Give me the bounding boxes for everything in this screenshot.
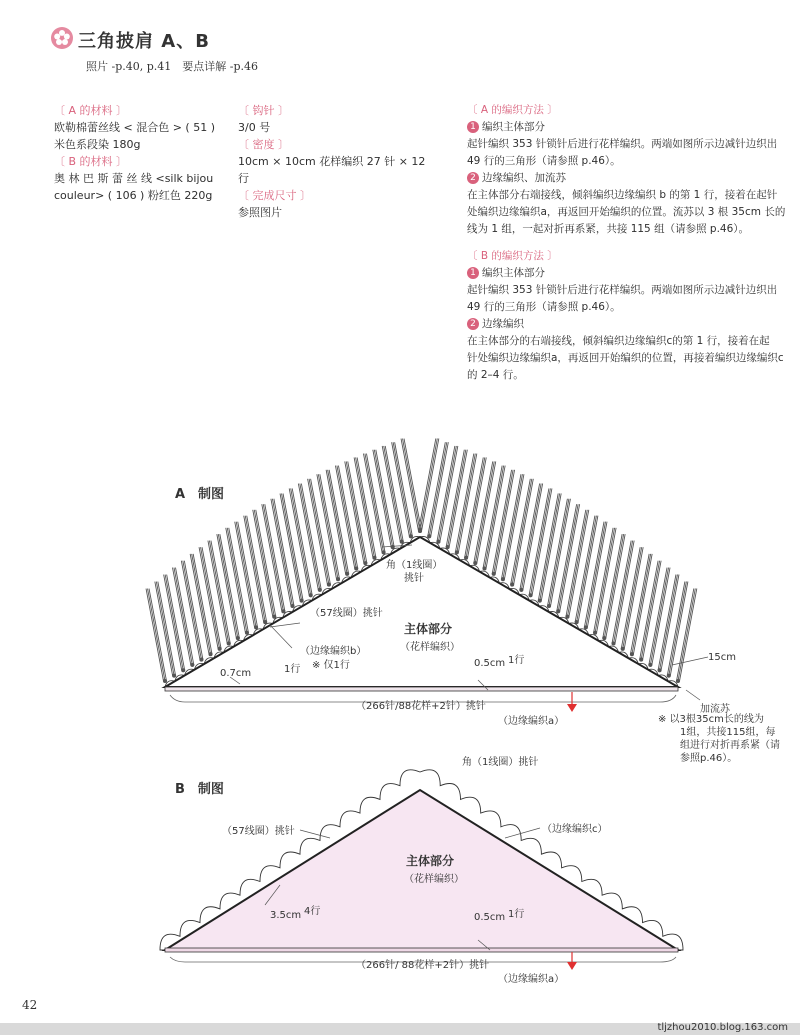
fringe-strand xyxy=(146,589,163,681)
fringe-strand xyxy=(245,516,265,622)
fringe-knot xyxy=(474,562,477,565)
left-size-label-b: 3.5cm xyxy=(270,910,302,921)
fringe-strand xyxy=(437,446,455,542)
left-size-label: 0.7cm xyxy=(220,668,252,679)
fringe-strand xyxy=(236,522,256,628)
fringe-strand xyxy=(503,474,523,579)
fringe-strand xyxy=(165,575,183,671)
fringe-knot xyxy=(483,567,486,570)
fringe-knot xyxy=(557,610,560,613)
fringe-strand xyxy=(440,446,458,542)
fringe-strand xyxy=(667,582,685,676)
fringe-strand xyxy=(227,528,247,633)
b-materials-heading: 〔 B 的材料 〕 xyxy=(54,155,128,168)
fringe-strand xyxy=(393,442,411,536)
step-title: 边缘编织、加流苏 xyxy=(482,172,566,184)
a-materials-heading: 〔 A 的材料 〕 xyxy=(54,104,128,117)
fringe-knot xyxy=(200,658,203,661)
fringe-strand xyxy=(218,534,238,638)
fringe-strand xyxy=(649,568,667,665)
fringe-knot xyxy=(418,529,421,532)
step-title: 编织主体部分 xyxy=(482,267,545,279)
step-title: 编织主体部分 xyxy=(482,121,545,133)
fringe-strand xyxy=(328,470,348,574)
fringe-strand xyxy=(156,582,174,676)
fringe-knot xyxy=(649,663,652,666)
fringe-knot xyxy=(236,637,239,640)
main-body-sublabel: （花样编织） xyxy=(400,642,460,653)
tools-column xyxy=(238,102,438,221)
fringe-note-line: 参照p.46）。 xyxy=(680,753,738,764)
step-text: 起针编织 353 针锁针后进行花样编织。两端如图所示边减针边织出 xyxy=(467,138,778,150)
fringe-strand xyxy=(201,547,220,649)
fringe-strand xyxy=(167,575,185,671)
fringe-strand xyxy=(512,479,532,585)
right-rows-label-b: 1行 xyxy=(508,909,525,920)
fringe-strand xyxy=(660,575,678,671)
step-text: 起针编织 353 针锁针后进行花样编织。两端如图所示边减针边织出 xyxy=(467,284,778,296)
fringe-knot xyxy=(501,578,504,581)
step-number-badge: 2 xyxy=(467,172,479,184)
density-heading: 〔 密度 〕 xyxy=(238,138,289,151)
fringe-strand xyxy=(300,484,320,590)
fringe-strand xyxy=(632,554,651,654)
fringe-knot xyxy=(300,599,303,602)
fringe-strand xyxy=(540,493,560,600)
fringe-knot xyxy=(612,642,615,645)
fringe-knot xyxy=(364,562,367,565)
step-text: 在主体部分右端接线，倾斜编织边缘编织 b 的第 1 行，接着在起针 xyxy=(467,189,778,201)
a-materials-line: 米色系段染 180g xyxy=(54,138,141,151)
fringe-strand xyxy=(669,582,687,676)
pickup-57-label-b: （57线圈）挑针 xyxy=(222,826,295,837)
hook-size: 3/0 号 xyxy=(238,121,271,134)
fringe-strand xyxy=(209,541,228,644)
fringe-strand xyxy=(395,442,413,536)
fringe-strand xyxy=(382,446,400,542)
fringe-strand xyxy=(652,568,670,665)
fringe-knot xyxy=(492,572,495,575)
fringe-strand xyxy=(337,466,356,569)
fringe-knot xyxy=(409,535,412,538)
right-size-label-b: 0.5cm xyxy=(474,912,506,923)
fringe-strand xyxy=(595,528,615,633)
main-body-sublabel-b: （花样编织） xyxy=(404,874,464,885)
density-value: 10cm × 10cm 花样编织 27 针 × 12 行 xyxy=(238,155,426,185)
fringe-strand xyxy=(438,446,456,542)
materials-column xyxy=(54,102,229,204)
fringe-strand xyxy=(658,575,676,671)
fringe-strand xyxy=(457,454,475,553)
fringe-strand xyxy=(429,442,447,536)
right-size-label: 0.5cm xyxy=(474,658,506,669)
footer-url: tljzhou2010.blog.163.com xyxy=(657,1022,788,1033)
fringe-knot xyxy=(227,642,230,645)
step-text: 针处编织边缘编织a，再返回开始编织的位置，再接着编织边缘编织c xyxy=(467,352,784,364)
fringe-strand xyxy=(604,534,623,638)
page-subtitle: 照片 -p.40, p.41 要点详解 -p.46 xyxy=(86,60,259,73)
fringe-knot xyxy=(640,658,643,661)
bottom-pickup-label: （266针/88花样+2针）挑针 xyxy=(356,701,486,712)
fringe-knot xyxy=(446,545,449,548)
fringe-knot xyxy=(173,674,176,677)
fringe-knot xyxy=(209,653,212,656)
step-text: 在主体部分的右端接线，倾斜编织边缘编织c的第 1 行，接着在起 xyxy=(467,335,770,347)
fringe-knot xyxy=(291,604,294,607)
fringe-label: 加流苏 xyxy=(700,704,730,715)
edge-b-label: （边缘编织b） xyxy=(300,646,367,657)
fringe-note-line: ※ 以3根35cm长的线为 xyxy=(658,714,764,725)
fringe-knot xyxy=(245,631,248,634)
fringe-knot xyxy=(318,588,321,591)
fringe-strand xyxy=(149,589,166,681)
fringe-strand xyxy=(670,582,688,676)
fringe-knot xyxy=(254,626,257,629)
step-number-badge: 1 xyxy=(467,121,479,133)
method-a-heading: 〔 A 的编织方法 〕 xyxy=(467,104,558,116)
a-materials-line: 欧勒棉蕾丝线 < 混合色 > ( 51 ) xyxy=(54,121,215,134)
fringe-strand xyxy=(401,439,418,531)
fringe-knot xyxy=(273,615,276,618)
fringe-strand xyxy=(346,461,365,563)
size-heading: 〔 完成尺寸 〕 xyxy=(238,189,311,202)
fringe-knot xyxy=(538,599,541,602)
fringe-knot xyxy=(355,567,358,570)
fringe-knot xyxy=(621,647,624,650)
step-number-badge: 1 xyxy=(467,267,479,279)
left-rows-label: 1行 xyxy=(284,664,301,675)
fringe-knot xyxy=(676,679,679,682)
fringe-note-line: 1组，共接115组，每 xyxy=(680,727,776,738)
fringe-knot xyxy=(464,556,467,559)
edge-a-strip xyxy=(165,687,678,691)
fringe-strand xyxy=(428,442,446,536)
fringe-knot xyxy=(593,631,596,634)
edge-c-label: （边缘编织c） xyxy=(542,824,608,835)
fringe-strand xyxy=(485,466,504,569)
step-number-badge: 2 xyxy=(467,318,479,330)
hook-heading: 〔 钩针 〕 xyxy=(238,104,289,117)
fringe-note xyxy=(658,713,780,765)
fringe-knot xyxy=(264,620,267,623)
fringe-strand xyxy=(475,461,494,563)
fringe-length-label: 15cm xyxy=(708,652,736,663)
fringe-knot xyxy=(667,674,670,677)
fringe-strand xyxy=(384,446,402,542)
fringe-knot xyxy=(529,594,532,597)
method-column xyxy=(467,102,792,384)
fringe-strand xyxy=(174,568,192,665)
pickup-57-label: （57线圈）挑针 xyxy=(310,608,383,619)
right-rows-label: 1行 xyxy=(508,655,525,666)
b-materials-line: couleur> ( 106 ) 粉红色 220g xyxy=(54,189,213,202)
fringe-knot xyxy=(346,572,349,575)
fringe-knot xyxy=(575,620,578,623)
fringe-strand xyxy=(446,450,464,547)
fringe-strand xyxy=(272,499,292,606)
page-title: 三角披肩 A、B xyxy=(78,31,210,52)
fringe-strand xyxy=(466,457,485,557)
flower-icon xyxy=(51,27,73,49)
fringe-strand xyxy=(661,575,679,671)
fringe-knot xyxy=(163,679,166,682)
page-number: 42 xyxy=(22,998,38,1012)
diagram-a-title: A 制图 xyxy=(175,487,225,502)
fringe-strand xyxy=(282,494,302,601)
fringe-strand xyxy=(385,446,403,542)
fringe-knot xyxy=(658,669,661,672)
fringe-knot xyxy=(547,604,550,607)
fringe-strand xyxy=(291,488,311,595)
fringe-knot xyxy=(327,583,330,586)
fringe-knot xyxy=(400,540,403,543)
step-text: 处编织边缘编织a，再返回开始编织的位置。流苏以 3 根 35cm 长的 xyxy=(467,206,786,218)
edge-a-strip-b xyxy=(165,948,678,952)
fringe-knot xyxy=(630,653,633,656)
left-rows-label-b: 4行 xyxy=(304,906,321,917)
fringe-knot xyxy=(511,583,514,586)
fringe-strand xyxy=(192,554,211,654)
corner-label: 角（1线圈） xyxy=(386,560,443,571)
fringe-knot xyxy=(603,637,606,640)
fringe-strand xyxy=(356,457,375,557)
fringe-strand xyxy=(531,488,551,595)
corner-label-2: 挑针 xyxy=(404,573,424,584)
fringe-strand xyxy=(365,454,384,553)
fringe-knot xyxy=(428,535,431,538)
fringe-knot xyxy=(455,551,458,554)
main-body-label: 主体部分 xyxy=(404,622,453,636)
main-body-label-b: 主体部分 xyxy=(406,854,455,868)
fringe-strand xyxy=(549,499,569,606)
diagram-b-title: B 制图 xyxy=(175,782,224,797)
fringe-strand xyxy=(650,568,668,665)
fringe-strand xyxy=(623,547,642,649)
fringe-knot xyxy=(309,594,312,597)
fringe-knot xyxy=(566,615,569,618)
fringe-knot xyxy=(382,551,385,554)
bottom-pickup-label-b: （266针/ 88花样+2针）挑针 xyxy=(356,960,490,971)
size-value: 参照图片 xyxy=(238,206,282,219)
corner-label-b: 角（1线圈）挑针 xyxy=(462,757,539,768)
fringe-strand xyxy=(614,541,633,644)
fringe-strand xyxy=(392,442,410,536)
fringe-strand xyxy=(677,589,694,681)
fringe-knot xyxy=(520,588,523,591)
edge-a-label: （边缘编织a） xyxy=(498,716,565,727)
fringe-strand xyxy=(558,504,578,611)
fringe-knot xyxy=(584,626,587,629)
b-materials-line: 奥 林 巴 斯 蕾 丝 线 <silk bijou xyxy=(54,172,214,185)
fringe-strand xyxy=(431,442,449,536)
fringe-knot xyxy=(336,578,339,581)
fringe-strand xyxy=(254,510,274,617)
fringe-strand xyxy=(567,510,587,617)
step-text: 线为 1 组，一起对折再系紧，共接 115 组（请参照 p.46）。 xyxy=(467,223,750,235)
method-b-heading: 〔 B 的编织方法 〕 xyxy=(467,250,558,262)
fringe-knot xyxy=(282,610,285,613)
fringe-strand xyxy=(422,439,439,531)
step-text: 49 行的三角形（请参照 p.46）。 xyxy=(467,155,621,167)
fringe-strand xyxy=(155,582,173,676)
fringe-strand xyxy=(183,561,202,660)
fringe-strand xyxy=(318,474,338,579)
fringe-strand xyxy=(148,589,165,681)
fringe-strand xyxy=(158,582,176,676)
fringe-strand xyxy=(494,470,513,574)
fringe-strand xyxy=(586,522,606,628)
edge-b-note: ※ 仅1行 xyxy=(312,660,350,671)
fringe-strand xyxy=(309,479,329,585)
edge-a-label-b: （边缘编织a） xyxy=(498,974,565,985)
fringe-strand xyxy=(263,504,283,611)
fringe-strand xyxy=(449,450,467,547)
step-title: 边缘编织 xyxy=(482,318,524,330)
step-text: 的 2–4 行。 xyxy=(467,369,524,381)
fringe-strand xyxy=(448,450,466,547)
fringe-strand xyxy=(577,516,597,622)
fringe-strand xyxy=(641,561,659,660)
fringe-knot xyxy=(182,669,185,672)
fringe-strand xyxy=(404,439,421,531)
fringe-strand xyxy=(521,483,541,589)
fringe-strand xyxy=(164,575,182,671)
fringe-knot xyxy=(437,540,440,543)
fringe-strand xyxy=(374,450,392,547)
fringe-note-line: 组进行对折再系紧（请 xyxy=(680,740,780,751)
fringe-knot xyxy=(373,556,376,559)
step-text: 49 行的三角形（请参照 p.46）。 xyxy=(467,301,621,313)
fringe-knot xyxy=(191,663,194,666)
fringe-knot xyxy=(218,647,221,650)
fringe-strand xyxy=(403,439,420,531)
